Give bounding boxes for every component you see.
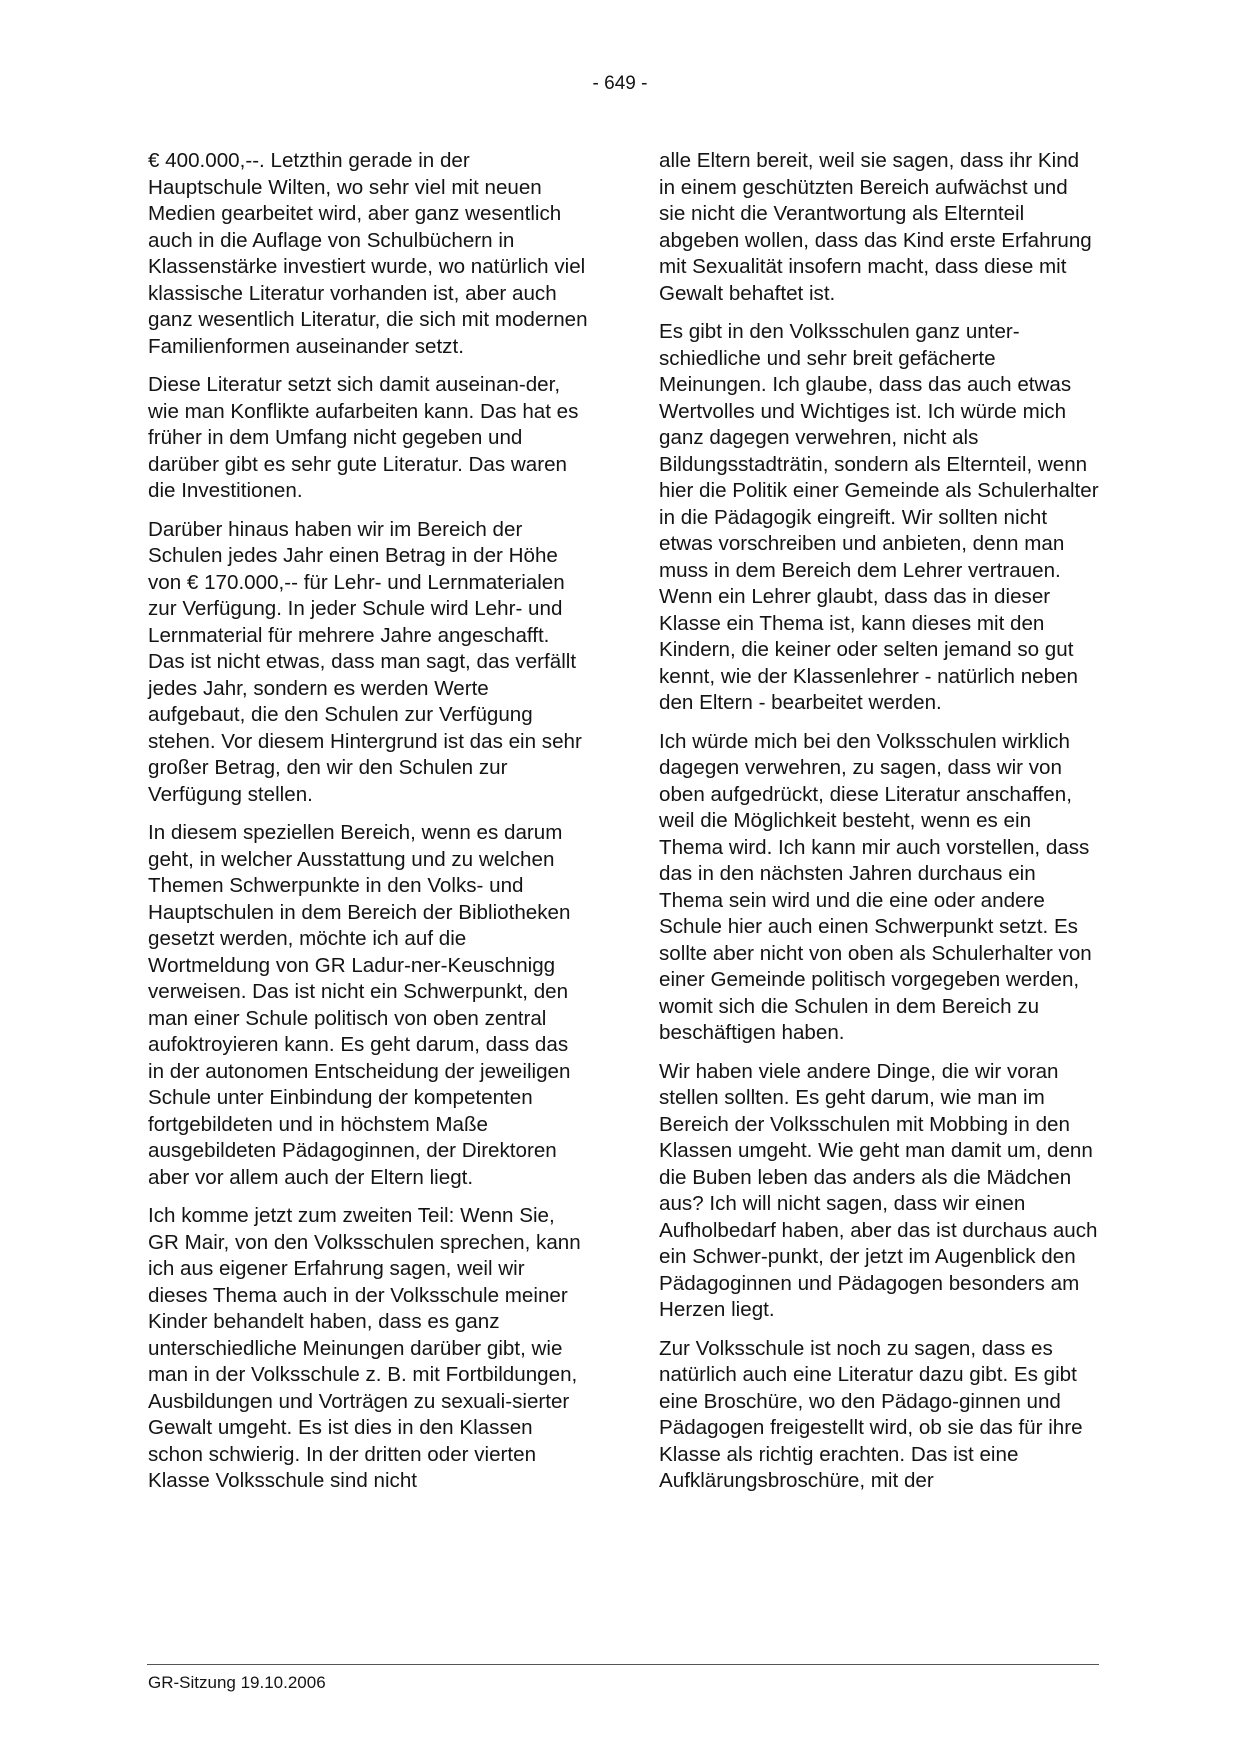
paragraph: alle Eltern bereit, weil sie sagen, dass ihr Kind in einem geschützten Bereich aufwächst und sie nicht die Verantwortung als Elternteil abgeben wollen, dass das Kind erste Erfahrung mit Sexualität insofern macht, dass diese mit Gewalt behaftet ist. xyxy=(659,149,1092,305)
paragraph: € 400.000,--. Letzthin gerade in der Hauptschule Wilten, wo sehr viel mit neuen Medien gearbeitet wird, aber ganz wesentlich auch in die Auflage von Schulbüchern in Klassenstärke investiert wurde, wo natürlich viel klassische Literatur vorhanden ist, aber auch ganz wesentlich Literatur, die sich mit modernen Familienformen auseinander setzt. xyxy=(148,149,588,358)
paragraph: Darüber hinaus haben wir im Bereich der Schulen jedes Jahr einen Betrag in der Höhe von € 170.000,-- für Lehr- und Lernmaterialen zur Verfügung. In jeder Schule wird Lehr- und Lernmaterial für mehrere Jahre angeschafft. Das ist nicht etwas, dass man sagt, das verfällt jedes Jahr, sondern es werden Werte aufgebaut, die den Schulen zur Verfügung stehen. Vor diesem Hintergrund ist das ein sehr großer Betrag, den wir den Schulen zur Verfügung stellen. xyxy=(148,517,582,806)
paragraph: Es gibt in den Volksschulen ganz unter-schiedliche und sehr breit gefächerte Meinungen. Ich glaube, dass das auch etwas Wertvolles und Wichtiges ist. Ich würde mich ganz dagegen verwehren, nicht als Bildungsstadträtin, sondern als Elternteil, wenn hier die Politik einer Gemeinde als Schulerhalter in die Pädagogik eingreift. Wir sollten nicht etwas vorschreiben und anbieten, denn man muss in dem Bereich dem Lehrer vertrauen. Wenn ein Lehrer glaubt, dass das in dieser Klasse ein Thema ist, kann dieses mit den Kindern, die keiner oder selten jemand so gut kennt, wie der Klassenlehrer - natürlich neben den Eltern - bearbeitet werden. xyxy=(659,320,1099,714)
paragraph: Wir haben viele andere Dinge, die wir voran stellen sollten. Es geht darum, wie man im Bereich der Volksschulen mit Mobbing in den Klassen umgeht. Wie geht man damit um, denn die Buben leben das anders als die Mädchen aus? Ich will nicht sagen, dass wir einen Aufholbedarf haben, aber das ist durchaus auch ein Schwer-punkt, der jetzt im Augenblick den Pädagoginnen und Pädagogen besonders am Herzen liegt. xyxy=(659,1059,1098,1321)
footer-session-label: GR-Sitzung 19.10.2006 xyxy=(148,1673,326,1692)
footer-divider xyxy=(147,1664,1099,1665)
paragraph: Ich komme jetzt zum zweiten Teil: Wenn Sie, GR Mair, von den Volksschulen sprechen, kann ich aus eigener Erfahrung sagen, weil wir dieses Thema auch in der Volksschule meiner Kinder behandelt haben, dass es ganz unterschiedliche Meinungen darüber gibt, wie man in der Volksschule z. B. mit Fortbildungen, Ausbildungen und Vorträgen zu sexuali-sierter Gewalt umgeht. Es ist dies in den Klassen schon schwierig. In der dritten oder vierten Klasse Volksschule sind nicht xyxy=(148,1204,581,1492)
paragraph: Zur Volksschule ist noch zu sagen, dass es natürlich auch eine Literatur dazu gibt. Es gibt eine Broschüre, wo den Pädago-ginnen und Pädagogen freigestellt wird, ob sie das für ihre Klasse als richtig erachten. Das ist eine Aufklärungsbroschüre, mit der xyxy=(659,1336,1083,1492)
page-number: - 649 - xyxy=(592,73,648,94)
left-column xyxy=(148,148,588,1507)
paragraph: Ich würde mich bei den Volksschulen wirklich dagegen verwehren, zu sagen, dass wir von oben aufgedrückt, diese Literatur anschaffen, weil die Möglichkeit besteht, wenn es ein Thema wird. Ich kann mir auch vorstellen, dass das in den nächsten Jahren durchaus ein Thema sein wird und die eine oder andere Schule hier auch einen Schwerpunkt setzt. Es sollte aber nicht von oben als Schulerhalter von einer Gemeinde politisch vorgegeben werden, womit sich die Schulen in dem Bereich zu beschäftigen haben. xyxy=(659,729,1092,1044)
right-column xyxy=(659,148,1099,1507)
paragraph: Diese Literatur setzt sich damit auseinan-der, wie man Konflikte aufarbeiten kann. Das hat es früher in dem Umfang nicht gegeben und darüber gibt es sehr gute Literatur. Das waren die Investitionen. xyxy=(148,373,579,502)
paragraph: In diesem speziellen Bereich, wenn es darum geht, in welcher Ausstattung und zu welchen Themen Schwerpunkte in den Volks- und Hauptschulen in dem Bereich der Bibliotheken gesetzt werden, möchte ich auf die Wortmeldung von GR Ladur-ner-Keuschnigg verweisen. Das ist nicht ein Schwerpunkt, den man einer Schule politisch von oben zentral aufoktroyieren kann. Es geht darum, dass das in der autonomen Entscheidung der jeweiligen Schule unter Einbindung der kompetenten fortgebildeten und in höchstem Maße ausgebildeten Pädagoginnen, der Direktoren aber vor allem auch der Eltern liegt. xyxy=(148,821,571,1189)
